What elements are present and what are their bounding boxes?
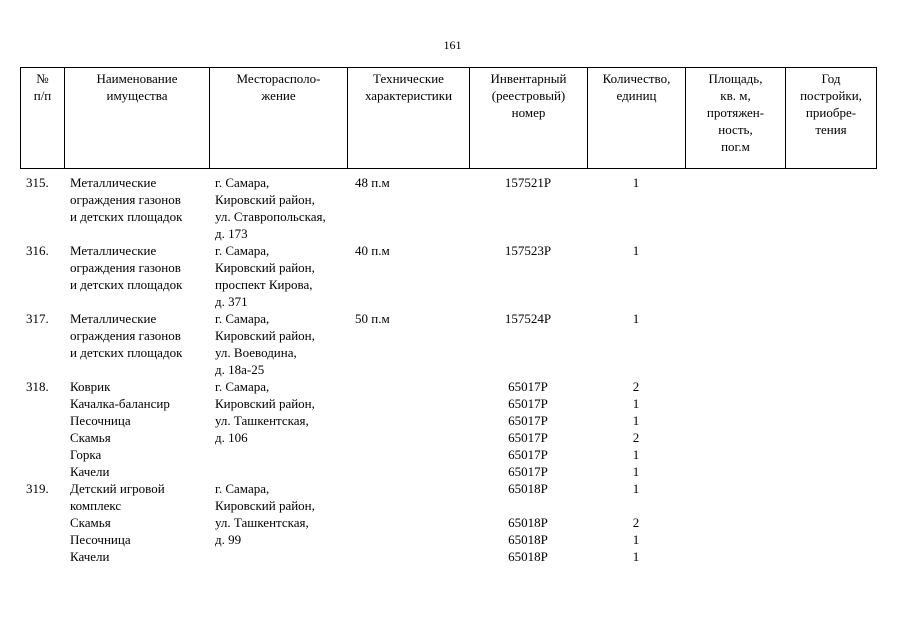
entry-quantity-line: 2 (632, 430, 640, 445)
entry-name-line: ограждения газонов (70, 328, 181, 343)
entry-number-line: 315. (26, 175, 49, 190)
entry-inventory-line: 65018Р (508, 481, 548, 496)
entry-name-line: комплекс (70, 498, 122, 513)
entry-location-line: ул. Ставропольская, (215, 209, 326, 224)
entry-quantity (587, 242, 685, 310)
entry-location-line: д. 106 (215, 430, 248, 445)
entry-inventory-line: 65017Р (508, 396, 548, 411)
header-location-text: Месторасполо- жение (236, 71, 321, 103)
entry-number (20, 480, 64, 565)
entry-tech (347, 480, 469, 565)
header-location (210, 68, 348, 169)
entry-name (64, 242, 209, 310)
entry-inventory-line: 157521Р (504, 175, 552, 190)
entry-name-line: Металлические (70, 311, 157, 326)
header-inventory (470, 68, 588, 169)
entry-quantity-line (587, 497, 685, 514)
entry-tech-line: 48 п.м (355, 175, 390, 190)
entry-inventory-line: 157523Р (504, 243, 552, 258)
entry-location-line: д. 99 (215, 532, 242, 547)
header-year (786, 68, 877, 169)
entry-name-line: и детских площадок (70, 277, 183, 292)
entry-quantity-line: 1 (632, 243, 640, 258)
entry-quantity-line: 1 (632, 464, 640, 479)
header-name-text: Наименование имущества (96, 71, 178, 103)
entry-location-line: Кировский район, (215, 328, 315, 343)
header-area (686, 68, 786, 169)
entry-tech (347, 378, 469, 480)
entry-location (209, 378, 347, 480)
entry-quantity-line: 1 (632, 413, 640, 428)
entry-location-line: г. Самара, (215, 311, 270, 326)
table-row (20, 480, 876, 565)
entry-location (209, 242, 347, 310)
entry-quantity-line: 2 (632, 515, 640, 530)
header-tech (348, 68, 470, 169)
entry-location-line: Кировский район, (215, 260, 315, 275)
page-number: 161 (443, 38, 462, 52)
entry-inventory-line: 65018Р (508, 532, 548, 547)
entry-name (64, 174, 209, 242)
entry-quantity-line: 1 (632, 481, 640, 496)
entry-location (209, 480, 347, 565)
entry-name (64, 378, 209, 480)
entry-name-line: Металлические (70, 243, 157, 258)
entry-tech (347, 310, 469, 378)
entry-quantity-line: 1 (632, 549, 640, 564)
entry-quantity-line: 1 (632, 447, 640, 462)
entry-number (20, 242, 64, 310)
entry-location-line: г. Самара, (215, 175, 270, 190)
entry-location-line: Кировский район, (215, 396, 315, 411)
entry-name-line: Коврик (70, 379, 111, 394)
entry-inventory (469, 242, 587, 310)
entry-name-line: ограждения газонов (70, 192, 181, 207)
entry-name-line: Качалка-балансир (70, 396, 170, 411)
entry-inventory-line: 65017Р (508, 447, 548, 462)
entry-number (20, 310, 64, 378)
entry-quantity-line: 1 (632, 311, 640, 326)
entry-location-line: Кировский район, (215, 498, 315, 513)
entry-number-line: 316. (26, 243, 49, 258)
entry-location-line: г. Самара, (215, 243, 270, 258)
entry-name-line: Качели (70, 549, 110, 564)
entry-quantity (587, 480, 685, 565)
entry-name (64, 480, 209, 565)
entry-name-line: и детских площадок (70, 209, 183, 224)
header-num-text: № п/п (33, 71, 52, 103)
entry-location-line: Кировский район, (215, 192, 315, 207)
entry-quantity-line: 2 (632, 379, 640, 394)
entry-location-line: д. 173 (215, 226, 248, 241)
entry-inventory (469, 378, 587, 480)
entry-inventory (469, 174, 587, 242)
table-row (20, 378, 876, 480)
entry-location-line: ул. Ташкентская, (215, 515, 309, 530)
entry-quantity (587, 378, 685, 480)
header-quantity (588, 68, 686, 169)
entry-inventory-line: 65018Р (508, 549, 548, 564)
entry-quantity (587, 310, 685, 378)
inventory-table-header (20, 67, 877, 169)
entry-name-line: Горка (70, 447, 102, 462)
entry-quantity-line: 1 (632, 532, 640, 547)
entry-inventory-line (469, 497, 587, 514)
header-name (65, 68, 210, 169)
entry-quantity (587, 174, 685, 242)
entry-name-line: Песочница (70, 413, 131, 428)
table-row (20, 174, 876, 242)
entry-inventory-line: 65018Р (508, 515, 548, 530)
entry-inventory-line: 65017Р (508, 464, 548, 479)
entry-number (20, 378, 64, 480)
entry-inventory-line: 65017Р (508, 379, 548, 394)
header-inventory-text: Инвентарный (реестровый) номер (490, 71, 567, 120)
entry-location-line: д. 18а-25 (215, 362, 265, 377)
entry-name-line: Качели (70, 464, 110, 479)
table-row (20, 310, 876, 378)
table-body (20, 174, 876, 565)
entry-tech-line: 40 п.м (355, 243, 390, 258)
entry-tech (347, 242, 469, 310)
entry-number-line: 318. (26, 379, 49, 394)
entry-quantity-line: 1 (632, 175, 640, 190)
entry-location-line: ул. Ташкентская, (215, 413, 309, 428)
entry-name-line: Скамья (70, 515, 111, 530)
header-area-text: Площадь, кв. м, протяжен- ность, пог.м (706, 71, 765, 154)
entry-name-line: Скамья (70, 430, 111, 445)
table-row (20, 242, 876, 310)
entry-name-line: Песочница (70, 532, 131, 547)
entry-inventory-line: 65017Р (508, 430, 548, 445)
entry-location-line: г. Самара, (215, 481, 270, 496)
entry-inventory-line: 65017Р (508, 413, 548, 428)
entry-location-line: проспект Кирова, (215, 277, 313, 292)
entry-number (20, 174, 64, 242)
header-num (21, 68, 65, 169)
entry-location-line: г. Самара, (215, 379, 270, 394)
entry-inventory (469, 310, 587, 378)
header-year-text: Год постройки, приобре- тения (800, 71, 862, 137)
entry-location (209, 310, 347, 378)
entry-name (64, 310, 209, 378)
entry-tech (347, 174, 469, 242)
entry-inventory (469, 480, 587, 565)
entry-name-line: и детских площадок (70, 345, 183, 360)
entry-location (209, 174, 347, 242)
entry-name-line: ограждения газонов (70, 260, 181, 275)
entry-tech-line: 50 п.м (355, 311, 390, 326)
entry-location-line: ул. Воеводина, (215, 345, 297, 360)
entry-number-line: 317. (26, 311, 49, 326)
entry-number-line: 319. (26, 481, 49, 496)
header-tech-text: Технические характеристики (364, 71, 453, 103)
header-quantity-text: Количество, единиц (602, 71, 671, 103)
entry-name-line: Металлические (70, 175, 157, 190)
entry-inventory-line: 157524Р (504, 311, 552, 326)
entry-name-line: Детский игровой (70, 481, 165, 496)
entry-quantity-line: 1 (632, 396, 640, 411)
entry-location-line: д. 371 (215, 294, 248, 309)
